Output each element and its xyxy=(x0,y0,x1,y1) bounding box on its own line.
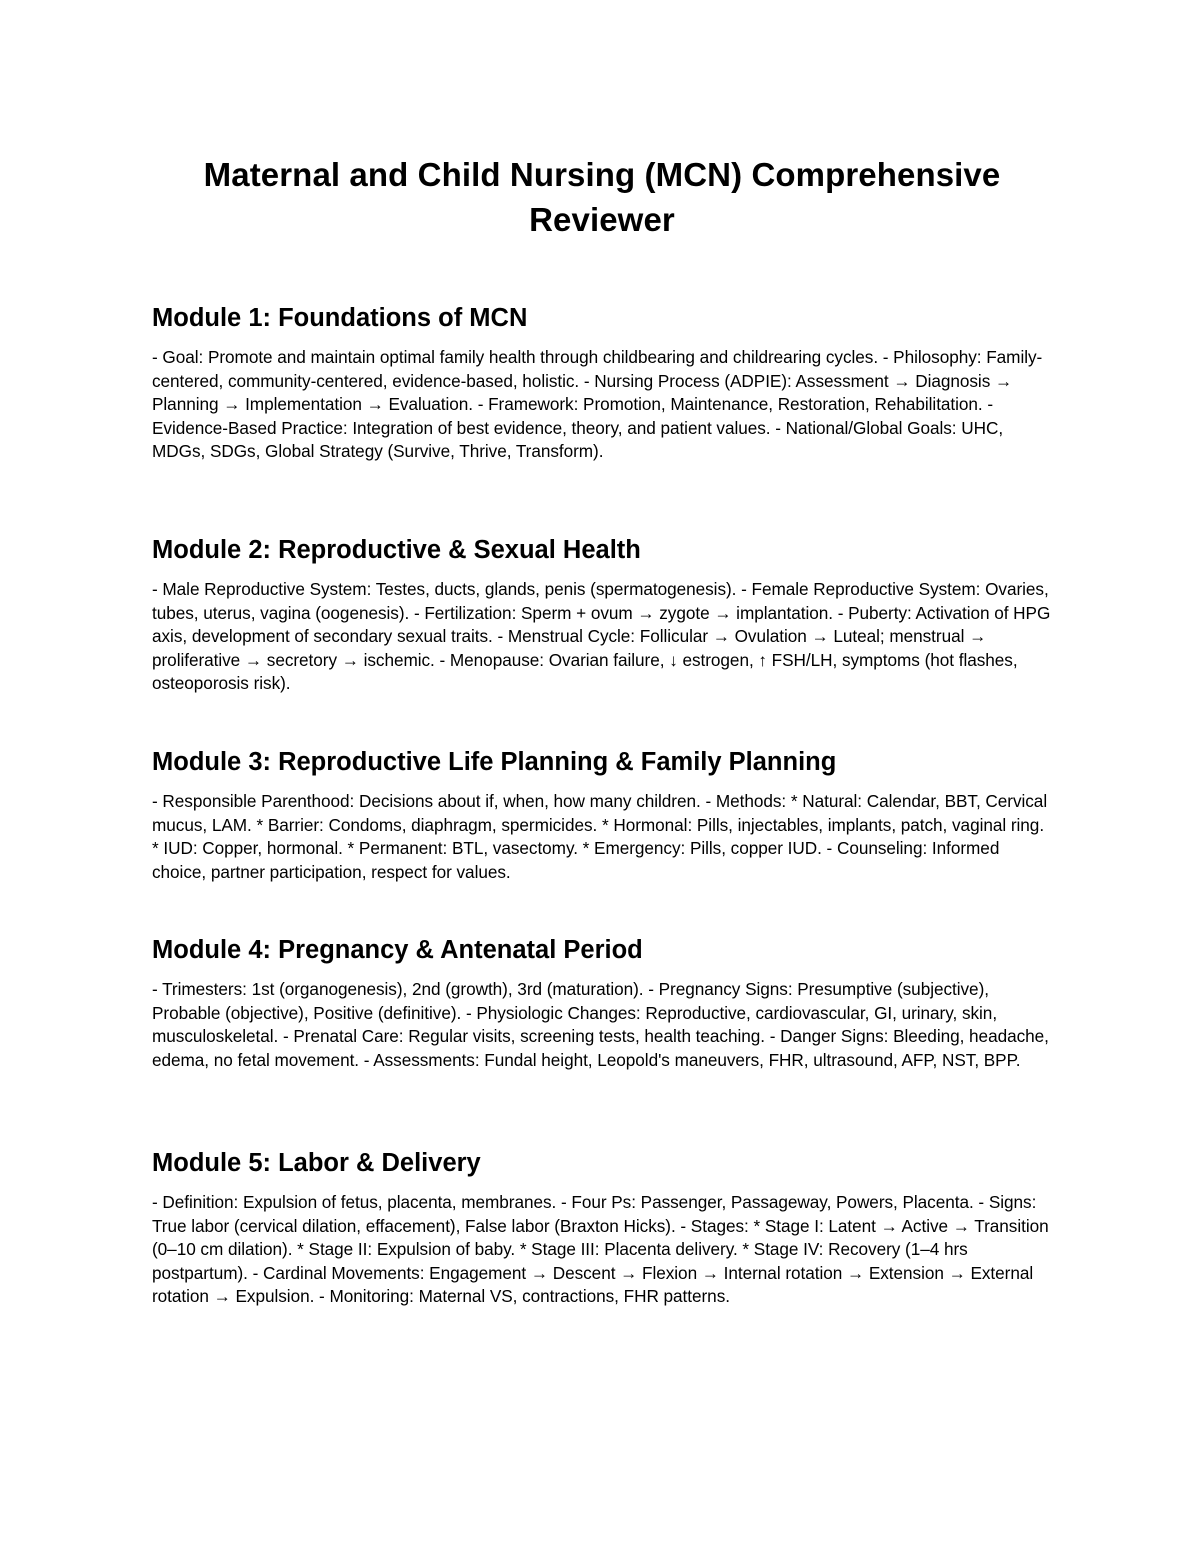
module-2-section xyxy=(152,534,1052,696)
module-5-section xyxy=(152,1147,1052,1309)
module-3-section xyxy=(152,746,1052,884)
document-title: Maternal and Child Nursing (MCN) Comprehensive Reviewer xyxy=(203,156,1001,238)
module-2-body: - Male Reproductive System: Testes, ducts, glands, penis (spermatogenesis). - Female Reproductive System: Ovaries, tubes, uterus, vagina (oogenesis). - Fertilization: Sperm + ovum → zygote → implantation. - Puberty: Activation of HPG axis, development of secondary sexual traits. - Menstrual Cycle: Follicular → Ovulation → Luteal; menstrual → proliferative → secretory → ischemic. - Menopause: Ovarian failure, ↓ estrogen, ↑ FSH/LH, symptoms (hot flashes, osteoporosis risk). xyxy=(152,579,1051,693)
module-4-heading: Module 4: Pregnancy & Antenatal Period xyxy=(152,936,643,964)
module-4-section xyxy=(152,934,1052,1072)
module-5-heading: Module 5: Labor & Delivery xyxy=(152,1149,481,1177)
module-3-body: - Responsible Parenthood: Decisions about if, when, how many children. - Methods: * Natural: Calendar, BBT, Cervical mucus, LAM. * Barrier: Condoms, diaphragm, spermicides. * Hormonal: Pills, injectables, implants, patch, vaginal ring. * IUD: Copper, hormonal. * Permanent: BTL, vasectomy. * Emergency: Pills, copper IUD. - Counseling: Informed choice, partner participation, respect for values. xyxy=(152,791,1048,882)
module-1-heading: Module 1: Foundations of MCN xyxy=(152,304,528,332)
module-1-body: - Goal: Promote and maintain optimal family health through childbearing and childrearing cycles. - Philosophy: Family-centered, community-centered, evidence-based, holistic. - Nursing Process (ADPIE): Assessment → Diagnosis → Planning → Implementation → Evaluation. - Framework: Promotion, Maintenance, Restoration, Rehabilitation. - Evidence-Based Practice: Integration of best evidence, theory, and patient values. - National/Global Goals: UHC, MDGs, SDGs, Global Strategy (Survive, Thrive, Transform). xyxy=(152,347,1043,461)
module-5-body: - Definition: Expulsion of fetus, placenta, membranes. - Four Ps: Passenger, Passageway, Powers, Placenta. - Signs: True labor (cervical dilation, effacement), False labor (Braxton Hicks). - Stages: * Stage I: Latent → Active → Transition (0–10 cm dilation). * Stage II: Expulsion of baby. * Stage III: Placenta delivery. * Stage IV: Recovery (1–4 hrs postpartum). - Cardinal Movements: Engagement → Descent → Flexion → Internal rotation → Extension → External rotation → Expulsion. - Monitoring: Maternal VS, contractions, FHR patterns. xyxy=(152,1192,1049,1306)
document-page xyxy=(152,152,1052,1306)
module-4-body: - Trimesters: 1st (organogenesis), 2nd (growth), 3rd (maturation). - Pregnancy Signs: Presumptive (subjective), Probable (objective), Positive (definitive). - Physiologic Changes: Reproductive, cardiovascular, GI, urinary, skin, musculoskeletal. - Prenatal Care: Regular visits, screening tests, health teaching. - Danger Signs: Bleeding, headache, edema, no fetal movement. - Assessments: Fundal height, Leopold's maneuvers, FHR, ultrasound, AFP, NST, BPP. xyxy=(152,979,1049,1070)
module-1-section xyxy=(152,302,1052,464)
module-3-heading: Module 3: Reproductive Life Planning & Family Planning xyxy=(152,748,837,776)
module-2-heading: Module 2: Reproductive & Sexual Health xyxy=(152,536,641,564)
